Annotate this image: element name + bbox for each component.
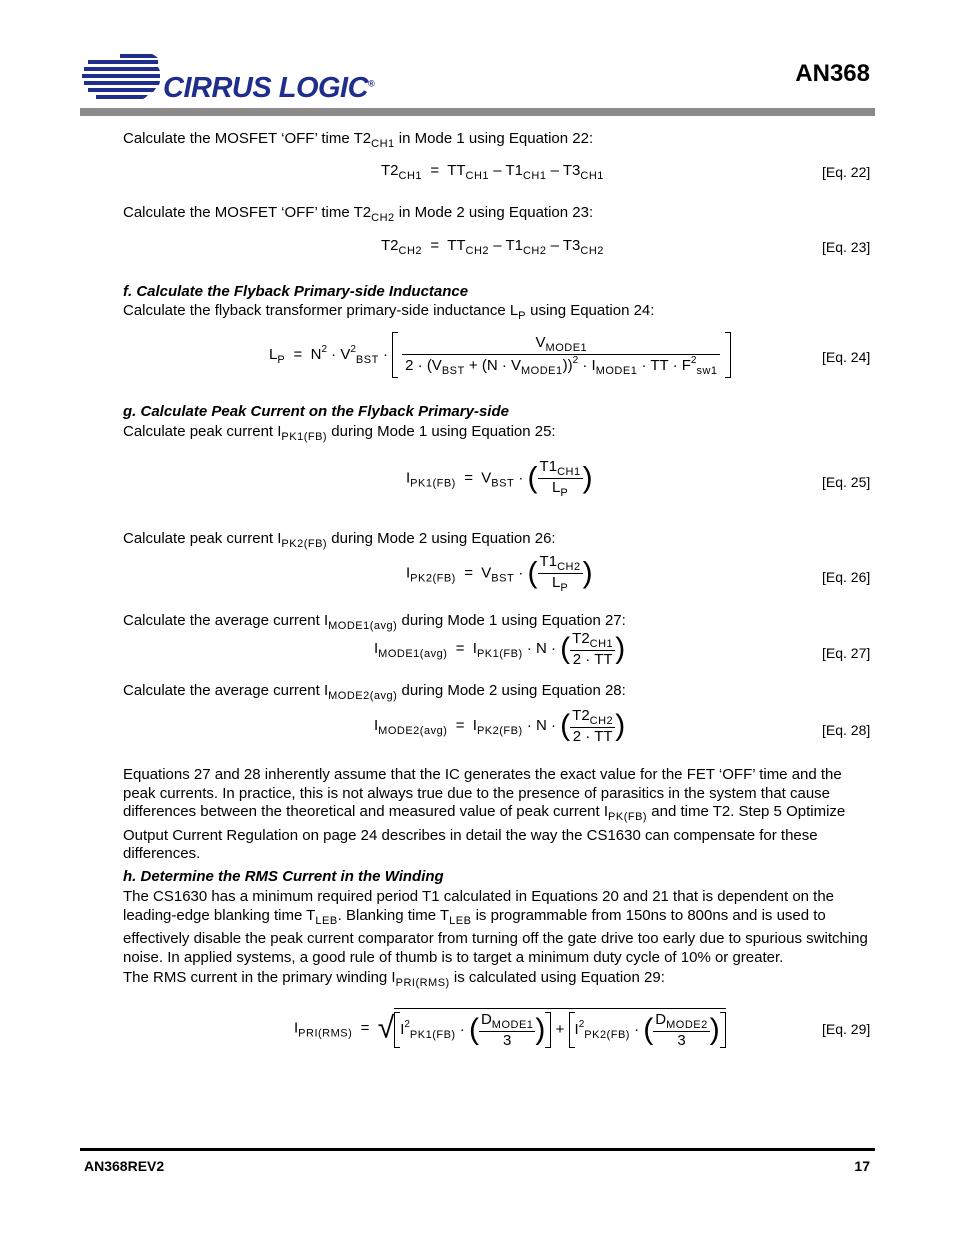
paragraph-blanking-time: The CS1630 has a minimum required period T1 calculated in Equations 20 and 21 that is dependent on the leading-edge blanking time $T_{LEB}$. Blanking time $T_{LEB}$ is programmable from 150ns to 800ns and is used to effectively disable the peak current comparator from turning off the gate drive too early due to spurious switching noise. In applied systems, a good rule of thumb is to target a minimum duty cycle of 10% or greater. [123,888,868,966]
company-logo-text: CIRRUS LOGIC® [163,72,375,104]
equation-23: $T2_{CH2} = TT_{CH2} - T1_{CH2} - T3_{CH2}$ [381,237,604,257]
equation-24-label: [Eq. 24] [822,349,871,365]
section-heading-g: g. Calculate Peak Current on the Flyback Primary-side [123,403,509,420]
paragraph-eq28-intro: Calculate the average current $I_{MODE2(avg)}$ during Mode 2 using Equation 28: [123,682,626,702]
footer-rule [80,1148,875,1151]
paragraph-assumptions: Equations 27 and 28 inherently assume that the IC generates the exact value for the FET ‘OFF’ time and the peak currents. In practice, this is not always true due to the presence of parasitics in the system that cause differences between the theoretical and measured value of peak current $I_{PK(FB)}$ and time T2. Step 5 Optimize Output Current Regulation on page 24 describes in detail the way the CS1630 can compensate for these differences. [123,766,846,862]
equation-26: $I_{PK2(FB)} = V_{BST}$ · ( $\frac{T1_{CH2}}{L_P}$ ) [406,553,593,594]
equation-23-label: [Eq. 23] [822,239,871,255]
header-rule [80,108,875,116]
document-number: AN368 [795,60,870,87]
equation-25-label: [Eq. 25] [822,474,871,490]
equation-28: $I_{MODE2(avg)} = I_{PK2(FB)} \cdot N$ · ( $\frac{T2_{CH2}}{2 \cdot TT}$ ) [374,707,626,745]
paragraph-eq24-intro: Calculate the flyback transformer primary-side inductance $L_P$ using Equation 24: [123,302,655,322]
section-heading-h: h. Determine the RMS Current in the Winding [123,868,444,885]
paragraph-eq29-intro: The RMS current in the primary winding $I_{PRI(RMS)}$ is calculated using Equation 29: [123,969,665,989]
paragraph-eq23-intro: Calculate the MOSFET ‘OFF’ time $T2_{CH2}$ in Mode 2 using Equation 23: [123,204,594,224]
equation-28-label: [Eq. 28] [822,722,871,738]
section-heading-f: f. Calculate the Flyback Primary-side Inductance [123,283,469,300]
equation-29-label: [Eq. 29] [822,1021,871,1037]
equation-22: $T2_{CH1} = TT_{CH1} - T1_{CH1} - T3_{CH1}$ [381,162,604,182]
equation-27: $I_{MODE1(avg)} = I_{PK1(FB)} \cdot N$ · ( $\frac{T2_{CH1}}{2 \cdot TT}$ ) [374,630,626,668]
paragraph-eq27-intro: Calculate the average current $I_{MODE1(avg)}$ during Mode 1 using Equation 27: [123,612,626,632]
paragraph-eq22-intro: Calculate the MOSFET ‘OFF’ time $T2_{CH1}$ in Mode 1 using Equation 22: [123,130,594,150]
equation-27-label: [Eq. 27] [822,645,871,661]
equation-26-label: [Eq. 26] [822,569,871,585]
equation-22-label: [Eq. 22] [822,164,871,180]
footer-doc-revision: AN368REV2 [84,1158,165,1174]
equation-29: $I_{PRI(RMS)}$ = √ $I^2_{PK1(FB)}$ · ( $\frac{D_{MODE1}}{3}$ ) + $I^2_{PK2(FB)}$ · ( $\frac{D_{MODE2}}{3}$ ) [294,1008,726,1049]
equation-25: $I_{PK1(FB)} = V_{BST}$ · ( $\frac{T1_{CH1}}{L_P}$ ) [406,458,593,499]
equation-24: $L_P = N^2 \cdot V^2_{BST}$ · $\frac{V_{MODE1}}{2 \cdot (V_{BST} + (N \cdot V_{MODE1}))^2 \cdot I_{MODE1} \cdot TT \cdot F^2_{sw1}}$ [269,332,731,378]
paragraph-eq25-intro: Calculate peak current $I_{PK1(FB)}$ during Mode 1 using Equation 25: [123,423,556,443]
paragraph-eq26-intro: Calculate peak current $I_{PK2(FB)}$ during Mode 2 using Equation 26: [123,530,556,550]
footer-page-number: 17 [854,1158,870,1174]
